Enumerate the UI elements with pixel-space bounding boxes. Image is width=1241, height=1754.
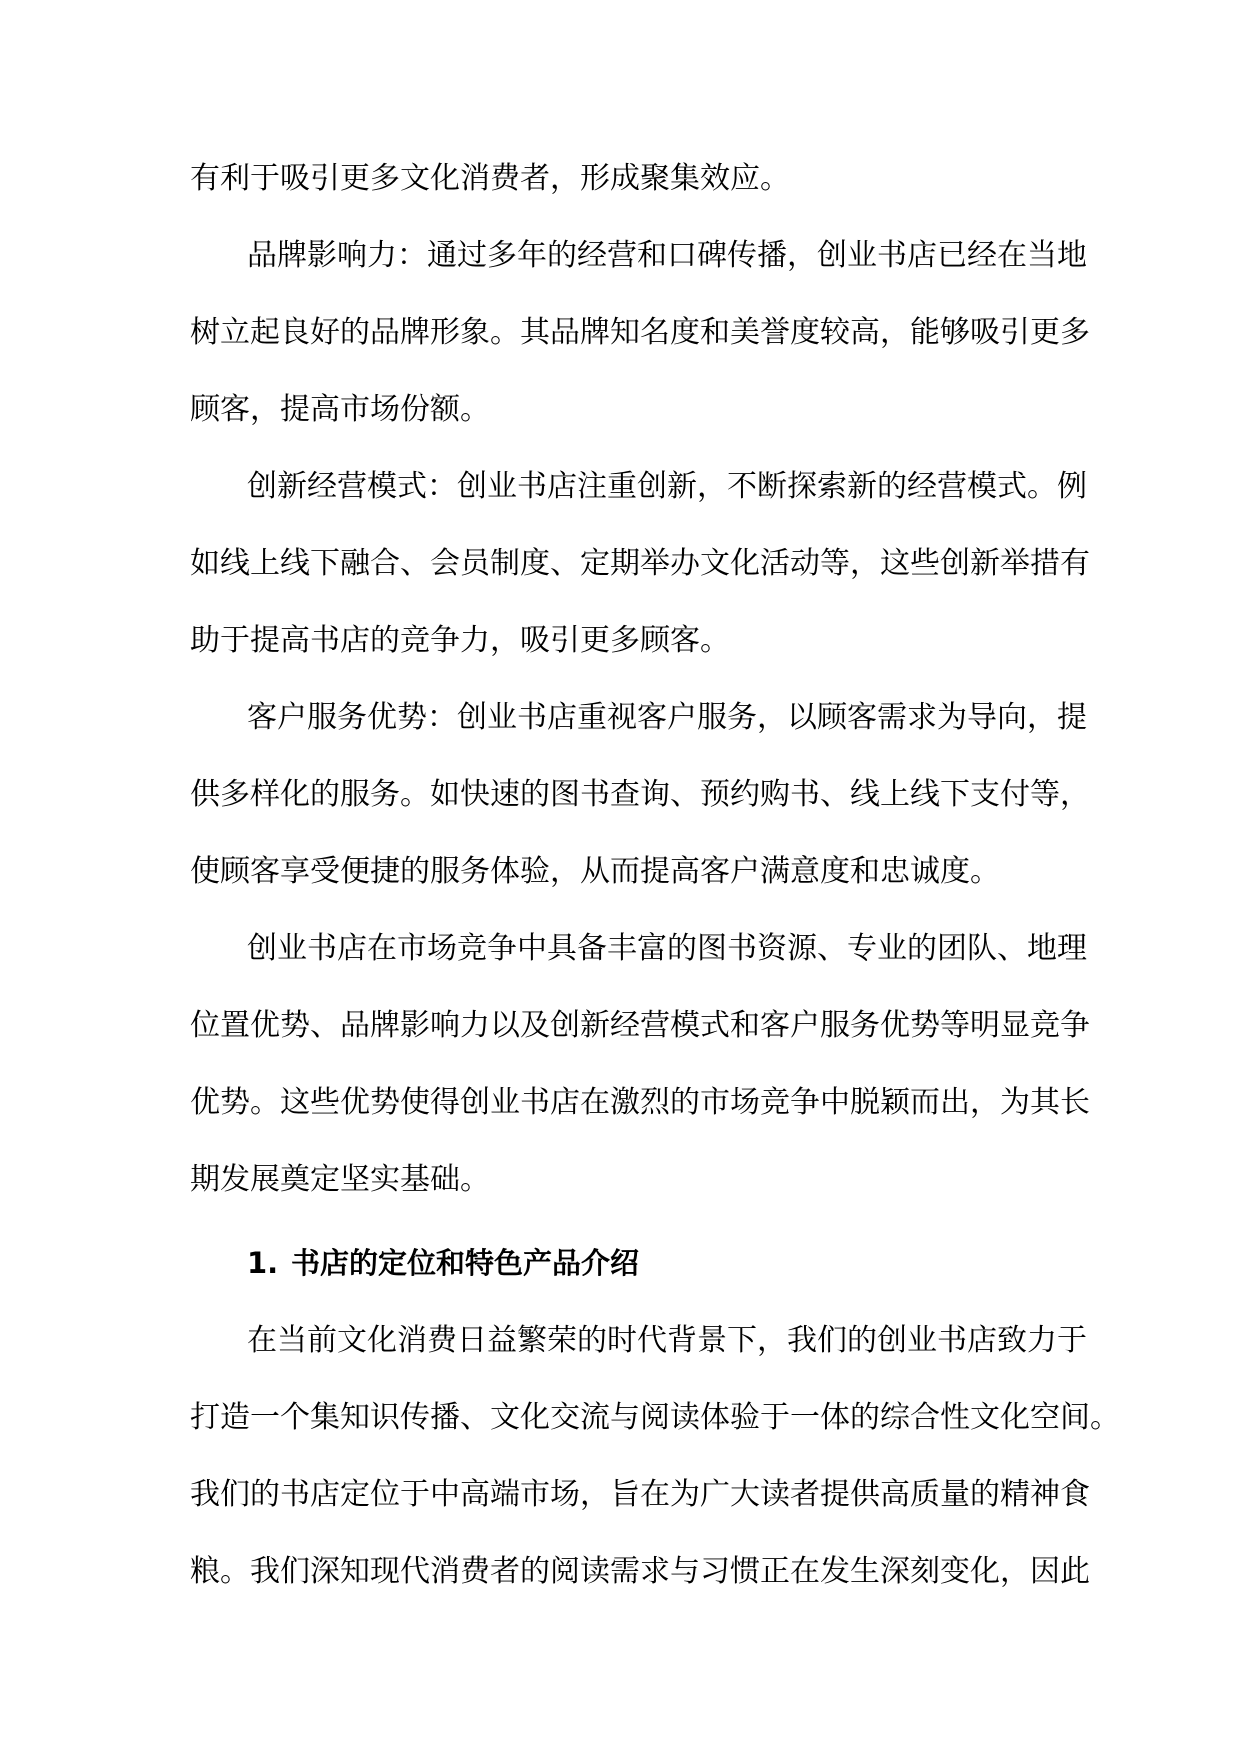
paragraph-innovative-model [190, 448, 1090, 679]
text-line: 期发展奠定坚实基础。 [190, 1162, 490, 1197]
text-line: 优势。这些优势使得创业书店在激烈的市场竞争中脱颖而出，为其长 [190, 1085, 1090, 1120]
paragraph-brand-influence [190, 217, 1090, 448]
text-line: 品牌影响力：通过多年的经营和口碑传播，创业书店已经在当地 [247, 238, 1087, 273]
paragraph-positioning [190, 1302, 1120, 1610]
text-line: 有利于吸引更多文化消费者，形成聚集效应。 [190, 161, 790, 196]
document-body-upper [190, 140, 1090, 1218]
text-line: 树立起良好的品牌形象。其品牌知名度和美誉度较高，能够吸引更多 [190, 315, 1090, 350]
text-line: 使顾客享受便捷的服务体验，从而提高客户满意度和忠诚度。 [190, 854, 1000, 889]
paragraph-customer-service [190, 679, 1090, 910]
text-line: 在当前文化消费日益繁荣的时代背景下，我们的创业书店致力于 [247, 1323, 1087, 1358]
text-line: 创业书店在市场竞争中具备丰富的图书资源、专业的团队、地理 [247, 931, 1087, 966]
text-line: 顾客，提高市场份额。 [190, 392, 490, 427]
paragraph-location-continued [190, 140, 1052, 217]
paragraph-summary [190, 910, 1090, 1218]
text-line: 供多样化的服务。如快速的图书查询、预约购书、线上线下支付等， [190, 777, 1090, 812]
text-line: 粮。我们深知现代消费者的阅读需求与习惯正在发生深刻变化，因此 [190, 1554, 1090, 1589]
section-number: 1. [247, 1246, 279, 1280]
text-line: 助于提高书店的竞争力，吸引更多顾客。 [190, 623, 730, 658]
document-body-lower [190, 1302, 1120, 1610]
text-line: 客户服务优势：创业书店重视客户服务，以顾客需求为导向，提 [247, 700, 1087, 735]
text-line: 打造一个集知识传播、文化交流与阅读体验于一体的综合性文化空间。 [190, 1400, 1120, 1435]
text-line: 位置优势、品牌影响力以及创新经营模式和客户服务优势等明显竞争 [190, 1008, 1090, 1043]
section-title: 书店的定位和特色产品介绍 [291, 1246, 640, 1280]
text-line: 创新经营模式：创业书店注重创新，不断探索新的经营模式。例 [247, 469, 1087, 504]
text-line: 我们的书店定位于中高端市场，旨在为广大读者提供高质量的精神食 [190, 1477, 1090, 1512]
section-heading [247, 1225, 639, 1302]
text-line: 如线上线下融合、会员制度、定期举办文化活动等，这些创新举措有 [190, 546, 1090, 581]
